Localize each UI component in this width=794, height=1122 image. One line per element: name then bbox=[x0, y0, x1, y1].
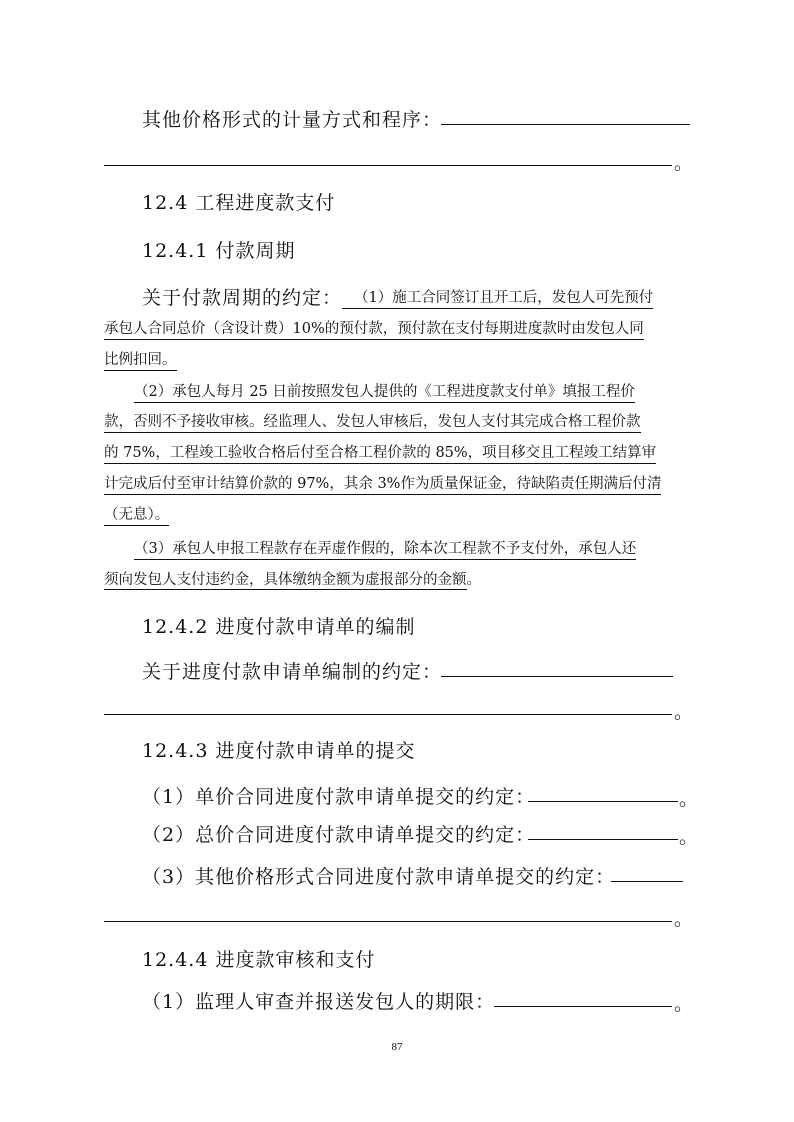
section-12-4-2-title: 12.4.2 进度付款申请单的编制 bbox=[142, 616, 416, 638]
payment-cycle-label: 关于付款周期的约定： bbox=[142, 287, 343, 309]
period-mark: 。 bbox=[674, 993, 694, 1015]
section-12-4-4-title: 12.4.4 进度款审核和支付 bbox=[142, 949, 376, 971]
submit-other-label: （3）其他价格形式合同进度付款申请单提交的约定： bbox=[142, 866, 616, 888]
payment-cycle-p1-line3: 比例扣回。 bbox=[104, 348, 177, 371]
payment-cycle-p2-line4: 计完成后付至审计结算价款的 97%，其余 3%作为质量保证金，待缺陷责任期满后付清 bbox=[104, 472, 661, 495]
submit-total-blank bbox=[528, 839, 678, 840]
period-mark: 。 bbox=[674, 908, 694, 930]
review-period-blank bbox=[494, 1006, 672, 1007]
payment-cycle-p1-line1: （1）施工合同签订且开工后，发包人可先预付 bbox=[342, 286, 653, 309]
payment-cycle-p3-line2-text: 须向发包人支付违约金，具体缴纳金额为虚报部分的金额 bbox=[104, 572, 467, 588]
payment-cycle-p1-line2: 承包人合同总价（含设计费）10%的预付款，预付款在支付每期进度款时由发包人同 bbox=[104, 317, 644, 340]
submit-unit-blank bbox=[528, 801, 678, 802]
measurement-other-label: 其他价格形式的计量方式和程序： bbox=[142, 109, 443, 131]
payment-cycle-p2-line5: （无息）。 bbox=[104, 503, 169, 526]
submit-other-blank bbox=[611, 881, 683, 882]
payment-cycle-p3-line2 bbox=[104, 568, 481, 589]
review-period-label: （1）监理人审查并报送发包人的期限： bbox=[142, 991, 496, 1013]
period-mark: 。 bbox=[679, 826, 699, 848]
payment-cycle-p2-line3: 的 75%，工程竣工验收合格后付至合格工程价款的 85%，项目移交且工程竣工结算审 bbox=[104, 441, 656, 464]
compile-blank bbox=[441, 676, 673, 677]
measurement-other-blank bbox=[441, 124, 690, 125]
period-mark: 。 bbox=[674, 701, 694, 723]
payment-cycle-p2-line2: 款，否则不予接收审核。经监理人、发包人审核后，发包人支付其完成合格工程价款 bbox=[104, 410, 641, 433]
payment-cycle-p3-line1: （3）承包人申报工程款存在弄虚作假的，除本次工程款不予支付外，承包人还 bbox=[134, 537, 636, 560]
compile-label: 关于进度付款申请单编制的约定： bbox=[142, 661, 443, 683]
page-number: 87 bbox=[391, 1041, 403, 1053]
submit-total-label: （2）总价合同进度付款申请单提交的约定： bbox=[142, 824, 536, 846]
section-12-4-title: 12.4 工程进度款支付 bbox=[142, 192, 336, 214]
payment-cycle-p2-line1: （2）承包人每月 25 日前按照发包人提供的《工程进度款支付单》填报工程价 bbox=[134, 380, 635, 403]
submit-other-blank-2 bbox=[104, 921, 672, 922]
period-mark: 。 bbox=[466, 572, 481, 588]
section-12-4-1-title: 12.4.1 付款周期 bbox=[142, 240, 296, 262]
compile-blank-2 bbox=[104, 714, 672, 715]
measurement-other-line bbox=[142, 105, 442, 132]
section-12-4-3-title: 12.4.3 进度付款申请单的提交 bbox=[142, 740, 416, 762]
period-mark: 。 bbox=[674, 152, 694, 174]
submit-unit-label: （1）单价合同进度付款申请单提交的约定： bbox=[142, 786, 536, 808]
period-mark: 。 bbox=[679, 788, 699, 810]
measurement-other-blank-2 bbox=[104, 165, 672, 166]
